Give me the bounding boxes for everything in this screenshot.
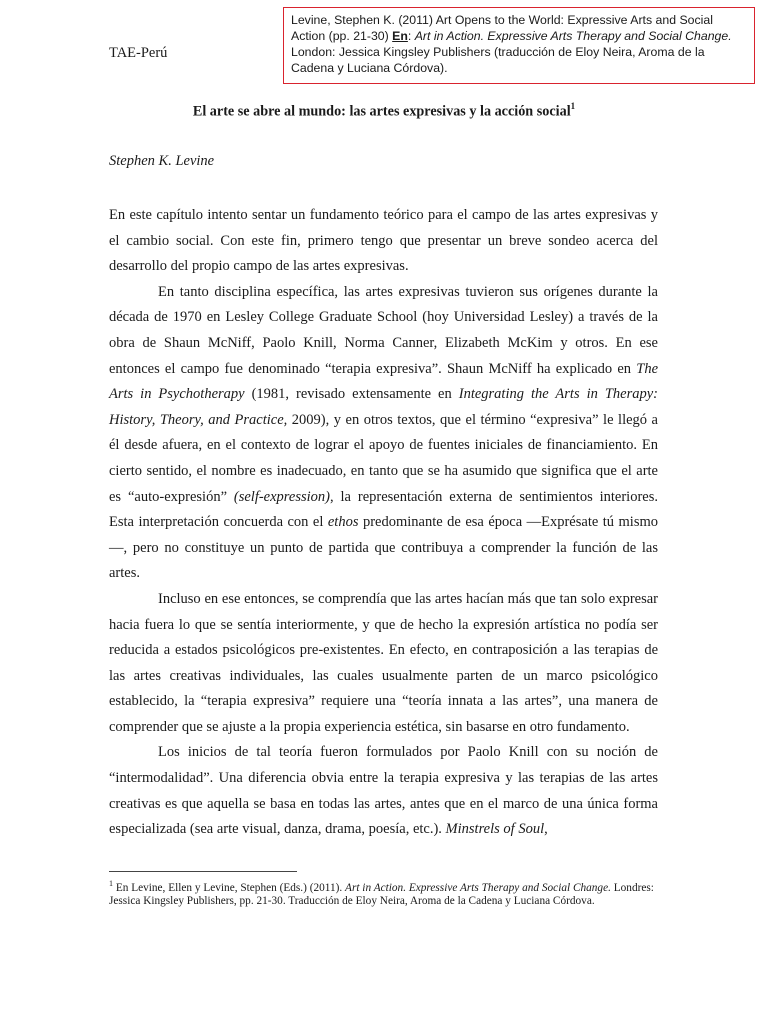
paragraph-2 (109, 280, 658, 587)
paragraph-2-seg-d: Integrating the Arts in Therapy: History, Theory, and Practice, (109, 386, 658, 428)
paragraph-2-seg-f: (self-expression) (233, 488, 330, 505)
reference-book-title: Art in Action. Expressive Arts Therapy and Social Change. (414, 29, 732, 43)
paragraph-2-seg-a: En tanto disciplina específica, las artes expresivas tuvieron sus orígenes durante la década de 1970 en Lesley College Graduate School (hoy Universidad Lesley) a través de la obra de Shaun McNiff, Paolo Knill, Norma Canner, Elizabeth McKim y otros. En ese entonces el campo fue denominado “terapia expresiva”. Shaun McNiff ha explicado en (109, 283, 658, 377)
document-title (0, 102, 768, 121)
footnote-text-2: Londres: Jessica Kingsley Publishers, pp. 21-30. Traducción de Eloy Neira, Aroma de la Cadena y Luciana Córdova. (109, 881, 654, 908)
header-org: TAE-Perú (109, 45, 168, 61)
author-name: Stephen K. Levine (109, 153, 215, 169)
reference-text-2: London: Jessica Kingsley Publishers (traducción de Eloy Neira, Aroma de la Cadena y Luciana Córdova). (291, 45, 705, 75)
paragraph-4-seg-c: , (544, 821, 548, 838)
paragraph-4 (109, 740, 658, 842)
paragraph-2-seg-b: The Arts in Psychotherapy (109, 360, 658, 403)
paragraph-4-seg-a: Los inicios de tal teoría fueron formulados por Paolo Knill con su noción de “intermodalidad”. Una diferencia obvia entre la terapia expresiva y las terapias de las artes creativas es que aquella se basa en todas las artes, antes que en el marco de una única forma especializada (sea arte visual, danza, drama, poesía, etc.). (109, 744, 658, 838)
paragraph-4-seg-b: Minstrels of Soul (445, 821, 545, 838)
reference-text-1: Levine, Stephen K. (2011) Art Opens to the World: Expressive Arts and Social Action (pp. 21-30) (291, 13, 713, 43)
paragraph-3: Incluso en ese entonces, se comprendía que las artes hacían más que tan solo expresar hacia fuera lo que se sentía interiormente, y que de hecho la expresión artística no podía ser reducida a estados psicológicos pre-existentes. En efecto, en contraposición a las terapias de las artes creativas individuales, las cuales usualmente parten de un marco psicológico establecido, la “terapia expresiva” requiere una “teoría innata a las artes”, una manera de comprender que se ajuste a la propia experiencia estética, sin basarse en otro fundamento. (109, 590, 658, 735)
footnote-text-1: En Levine, Ellen y Levine, Stephen (Eds.) (2011). (113, 881, 346, 894)
body-text (109, 203, 658, 843)
footnote-divider (109, 871, 297, 872)
reference-en-label: En (392, 29, 408, 43)
footnote-mark: 1 (109, 879, 113, 888)
paragraph-2-seg-g: , la representación externa de sentimientos interiores. Esta interpretación concuerda con el (109, 488, 658, 531)
reference-colon: : (407, 29, 415, 43)
reference-box (283, 7, 755, 84)
footnote-book-title: Art in Action. Expressive Arts Therapy and Social Change. (345, 881, 611, 894)
paragraph-2-seg-i: predominante de esa época —Exprésate tú mismo—, pero no constituye un punto de partida que contribuya a comprender la función de las artes. (109, 514, 659, 582)
title-footnote-mark: 1 (570, 101, 576, 111)
paragraph-2-seg-h: ethos (327, 514, 359, 531)
document-title-text: El arte se abre al mundo: las artes expresivas y la acción social (192, 103, 571, 120)
paragraph-2-seg-e: 2009), y en otros textos, que el término “expresiva” le llegó a él desde afuera, en el contexto de lograr el apoyo de fuentes iniciales de financiamiento. En cierto sentido, el nombre es inadecuado, en tanto que se ha asumido que significa que el arte es “auto-expresión” (109, 411, 658, 505)
paragraph-1: En este capítulo intento sentar un fundamento teórico para el campo de las artes expresivas y el cambio social. Con este fin, primero tengo que presentar un breve sondeo acerca del desarrollo del propio campo de las artes expresivas. (109, 207, 658, 275)
paragraph-2-seg-c: (1981, revisado extensamente en (244, 386, 459, 403)
footnote (109, 877, 658, 909)
